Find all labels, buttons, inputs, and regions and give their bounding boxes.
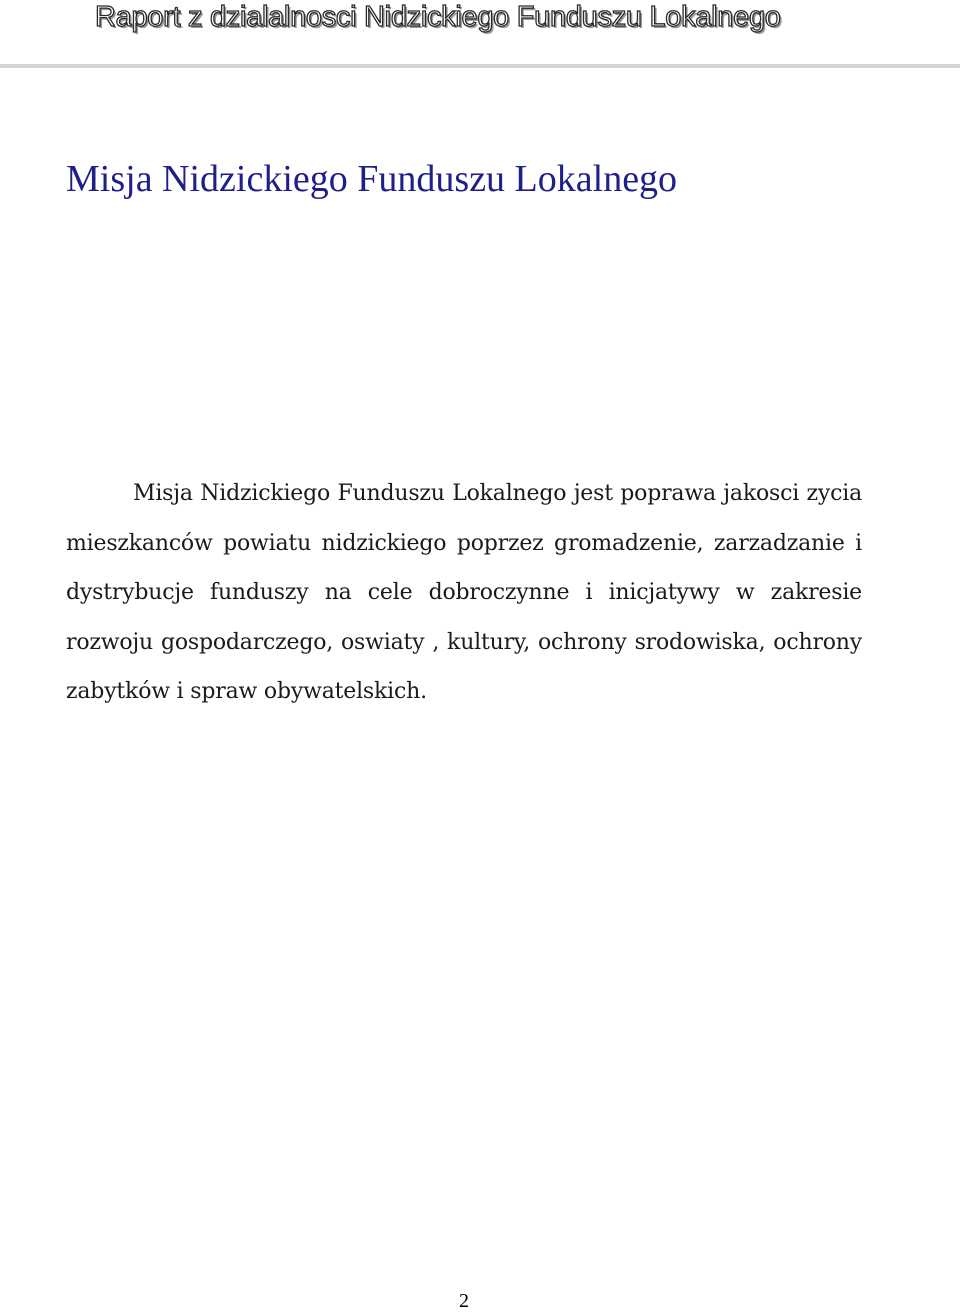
page-header (0, 0, 960, 70)
section-heading: Misja Nidzickiego Funduszu Lokalnego (66, 158, 678, 200)
report-title: Raport z dzialalnosci Nidzickiego Funduszu Lokalnego (95, 1, 781, 33)
mission-paragraph: Misja Nidzickiego Funduszu Lokalnego jest poprawa jakosci zycia mieszkanców powiatu nidzickiego poprzez gromadzenie, zarzadzanie i dystrybucje funduszy na cele dobroczynne i inicjatywy w zakresie rozwoju gospodarczego, oswiaty , kultury, ochrony srodowiska, ochrony zabytków i spraw obywatelskich. (66, 481, 862, 704)
header-divider (0, 64, 960, 68)
page-number: 2 (459, 1290, 469, 1312)
